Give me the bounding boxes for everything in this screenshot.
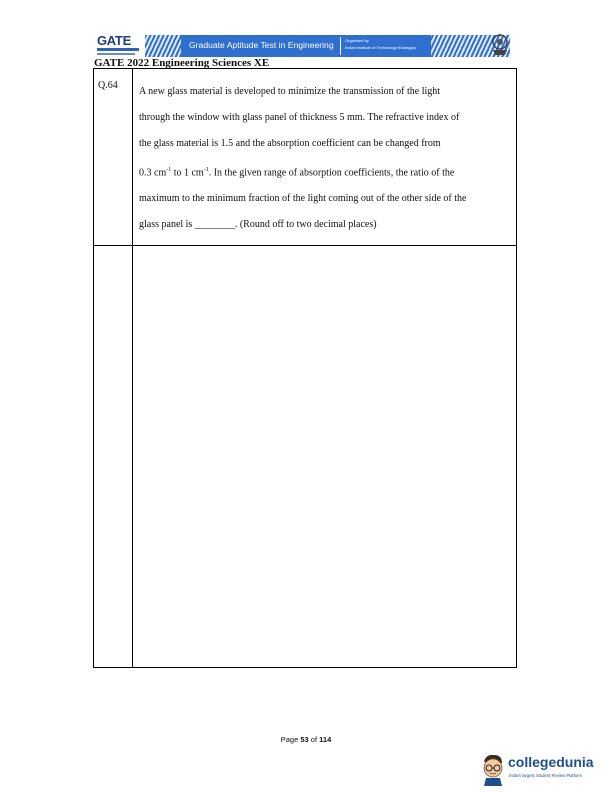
collegedunia-logo (478, 752, 608, 786)
student-mascot-icon (478, 752, 508, 786)
question-text (139, 79, 511, 238)
question-line: glass panel is ________. (Round off to two decimal places) (139, 219, 377, 231)
page-prefix: Page (280, 735, 301, 744)
page-of: of (308, 735, 320, 744)
banner-divider (340, 37, 341, 55)
gate-logo-underline (97, 48, 139, 51)
banner-title: Graduate Aptitude Test in Engineering (189, 40, 334, 50)
brand-name: collegedunia (508, 754, 594, 770)
paper-title: GATE 2022 Engineering Sciences XE (94, 57, 270, 69)
iit-kharagpur-emblem-icon (490, 32, 510, 58)
page-total: 114 (319, 735, 332, 744)
banner-organizer: Indian Institute of Technology Kharagpur (345, 45, 417, 50)
question-line (139, 157, 511, 186)
question-line: through the window with glass panel of thickness 5 mm. The refractive index of (139, 112, 460, 123)
brand-tagline: India's largest Student Review Platform (509, 773, 582, 778)
question-line: maximum to the minimum fraction of the light coming out of the other side of the (139, 193, 467, 205)
table-row-divider (94, 245, 516, 246)
page-current: 53 (300, 735, 309, 744)
header-banner (95, 33, 513, 59)
question-line-part: to 1 cm (171, 167, 204, 179)
question-number: Q.64 (98, 80, 118, 91)
gate-logo-text: GATE (97, 33, 131, 48)
page-number (0, 735, 612, 744)
question-table (93, 68, 517, 668)
gate-logo (95, 33, 143, 59)
banner-organized-by: Organised by (345, 38, 369, 43)
table-column-divider (132, 69, 133, 667)
superscript: -1 (203, 167, 209, 173)
question-line-part: . In the given range of absorption coefficients, the ratio of the (208, 167, 455, 179)
question-line: the glass material is 1.5 and the absorption coefficient can be changed from (139, 138, 441, 149)
question-line: A new glass material is developed to minimize the transmission of the light (139, 86, 441, 97)
superscript: -1 (166, 167, 172, 173)
question-line-part: 0.3 cm (139, 167, 167, 179)
gate-logo-subline (97, 53, 135, 55)
